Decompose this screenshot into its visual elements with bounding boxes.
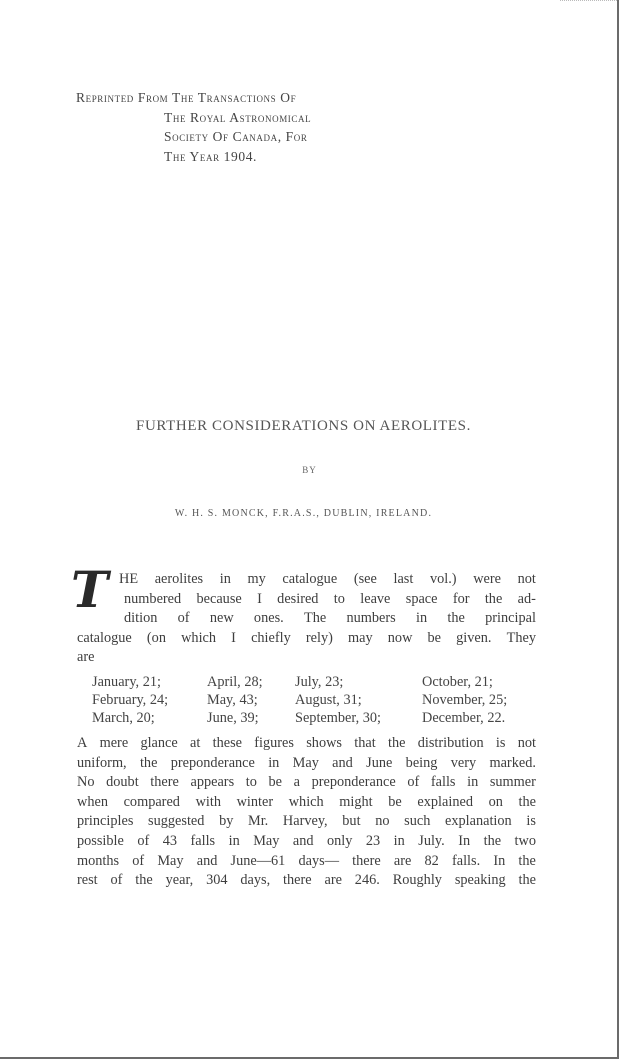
word: and (292, 832, 314, 849)
word: doubt (106, 774, 139, 791)
word: numbered (124, 590, 182, 607)
reprint-line: Reprinted From The Transactions Of (76, 90, 297, 105)
word: the (387, 735, 406, 751)
month-count: 43; (239, 692, 258, 708)
month-name: March, (92, 710, 137, 726)
word: may (348, 629, 373, 646)
word: ones. (253, 610, 284, 627)
word: HE (119, 571, 139, 587)
text-line (77, 812, 536, 832)
month-name: December, (422, 710, 488, 726)
word: the (518, 793, 536, 810)
word: I (257, 590, 262, 607)
month-cell (422, 709, 507, 727)
month-count: 21; (474, 674, 493, 690)
word: might (339, 793, 373, 810)
word: being (405, 754, 438, 771)
text-line (77, 570, 536, 590)
month-cell (295, 691, 422, 709)
text-line (77, 629, 536, 649)
word: May (253, 832, 280, 849)
word: Mr. (248, 813, 269, 830)
word: Harvey, (282, 813, 328, 830)
word: last (393, 571, 414, 587)
paragraph-analysis (77, 734, 536, 891)
month-row (92, 673, 507, 691)
text-line (77, 832, 536, 852)
word: desired (277, 590, 319, 607)
word: dition (124, 610, 158, 627)
word: no (375, 813, 390, 830)
word: in (467, 774, 479, 791)
paragraph-intro (71, 560, 536, 668)
word: the (135, 872, 153, 889)
month-count: 25; (488, 692, 508, 708)
word: and (196, 852, 218, 869)
drop-cap: T (71, 560, 109, 619)
word: (on (146, 629, 166, 646)
word: only (327, 832, 353, 849)
text-line (77, 590, 536, 610)
word: the (484, 590, 503, 607)
word: a (293, 774, 300, 791)
month-cell (422, 673, 507, 691)
word: A (77, 735, 88, 751)
word: in (219, 571, 231, 587)
word: there (283, 872, 312, 889)
word: Roughly (392, 872, 442, 889)
word: the (447, 610, 465, 627)
word: which (181, 629, 217, 646)
word: at (190, 735, 201, 751)
word: my (247, 571, 266, 587)
word: falls. (451, 852, 481, 869)
word: preponderance (170, 754, 255, 771)
month-name: July, (295, 674, 326, 690)
word: compared (123, 793, 180, 810)
word: by (219, 813, 234, 830)
month-name: June, (207, 710, 241, 726)
word: catalogue (77, 629, 132, 646)
author-line: W. H. S. MONCK, F.R.A.S., DUBLIN, IRELAND. (174, 508, 433, 519)
word: two (514, 832, 536, 849)
word: in (415, 610, 428, 627)
word: new (209, 610, 234, 627)
word: year, (165, 872, 194, 889)
word: be (268, 774, 282, 791)
word: May (157, 852, 184, 869)
text-line (77, 773, 536, 793)
word: shows (306, 735, 342, 751)
word: of (137, 832, 150, 849)
word: were (473, 571, 501, 587)
word: of (110, 872, 123, 889)
month-cell (92, 673, 207, 691)
word: June—61 (230, 852, 286, 869)
month-row (92, 709, 507, 727)
month-name: September, (295, 710, 363, 726)
word: 43 (162, 832, 178, 849)
word: 23 (365, 832, 381, 849)
month-cell (207, 709, 295, 727)
reprint-notice (76, 88, 311, 166)
word: vol.) (429, 571, 457, 587)
month-cell (207, 673, 295, 691)
word: and (332, 754, 353, 771)
month-count: 39; (240, 710, 259, 726)
word: leave (360, 590, 391, 607)
text-line: are (77, 649, 95, 666)
month-row (92, 691, 507, 709)
word: be (427, 629, 442, 646)
word: preponderance (311, 774, 396, 791)
word: of (407, 774, 420, 791)
word: days, (240, 872, 271, 889)
word: there (150, 774, 179, 791)
reprint-line: The Royal Astronomical (164, 109, 312, 125)
word: that (354, 735, 376, 751)
word: be (388, 793, 402, 810)
month-count: 30; (362, 710, 381, 726)
word: In (458, 832, 471, 849)
word: the (518, 852, 536, 869)
word: In (493, 852, 506, 869)
month-count: 31; (343, 692, 362, 708)
word: the (483, 832, 502, 849)
word: May (292, 754, 319, 771)
byline-prefix: BY (302, 465, 317, 475)
word: in (393, 832, 405, 849)
word: They (506, 629, 536, 646)
word: there (352, 852, 381, 869)
word: 82 (424, 852, 439, 869)
word: for (452, 590, 470, 607)
month-cell (92, 709, 207, 727)
word: speaking (454, 872, 506, 889)
month-name: April, (207, 674, 245, 690)
page-edge-dots (560, 0, 617, 2)
word: are (393, 852, 412, 869)
month-count: 23; (325, 674, 344, 690)
text-line (77, 871, 536, 891)
word: is (495, 735, 506, 751)
word: given. (456, 629, 492, 646)
word: No (77, 774, 95, 791)
word: mere (99, 735, 129, 751)
word: falls (430, 774, 456, 791)
month-count: 20; (136, 710, 155, 726)
word: when (77, 793, 108, 810)
word: now (387, 629, 413, 646)
word: (see (353, 571, 377, 587)
word: explained (417, 793, 473, 810)
word: glance (140, 735, 178, 751)
word: these (212, 735, 242, 751)
word: in (268, 754, 280, 771)
word: catalogue (282, 571, 338, 587)
monthly-counts-table (92, 673, 507, 727)
text-line (77, 734, 536, 754)
reprint-line: The Year 1904. (164, 148, 258, 164)
word: but (342, 813, 361, 830)
word: months (77, 852, 120, 869)
month-count: 21; (142, 674, 161, 690)
reprint-line: Society Of Canada, For (164, 129, 308, 144)
word: ad- (517, 590, 536, 607)
word: aerolites (154, 571, 204, 587)
word: June (366, 754, 393, 771)
word: of (132, 852, 145, 869)
word: uniform, (77, 754, 127, 771)
month-name: February, (92, 692, 150, 708)
word: principal (485, 610, 536, 627)
word: 246. (354, 872, 380, 889)
word: such (404, 813, 431, 830)
month-count: 22. (487, 710, 506, 726)
month-name: May, (207, 692, 240, 708)
word: figures (254, 735, 294, 751)
month-name: November, (422, 692, 489, 708)
month-count: 28; (244, 674, 263, 690)
word: numbers (346, 610, 396, 627)
month-cell (422, 691, 507, 709)
word: principles (77, 813, 134, 830)
text-line (77, 852, 536, 872)
word: The (303, 610, 327, 627)
word: explanation (445, 813, 512, 830)
month-cell (295, 709, 422, 727)
word: suggested (148, 813, 205, 830)
word: the (518, 872, 536, 889)
word: in (228, 832, 240, 849)
word: the (139, 754, 158, 771)
word: to (333, 590, 345, 607)
word: summer (489, 774, 536, 791)
month-name: October, (422, 674, 475, 690)
word: winter (236, 793, 274, 810)
word: not (517, 735, 536, 751)
month-count: 24; (149, 692, 169, 708)
article-title: FURTHER CONSIDERATIONS ON AEROLITES. (136, 418, 471, 434)
word: chiefly (251, 629, 291, 646)
word: distribution (417, 735, 484, 751)
text-line (77, 793, 536, 813)
word: marked. (489, 754, 536, 771)
text-line (77, 754, 536, 774)
word: space (405, 590, 438, 607)
word: appears (190, 774, 235, 791)
word: of (177, 610, 190, 627)
word: with (195, 793, 221, 810)
word: falls (190, 832, 216, 849)
word: not (517, 571, 536, 587)
word: because (196, 590, 242, 607)
word: rely) (305, 629, 333, 646)
month-cell (207, 691, 295, 709)
word: very (450, 754, 477, 771)
month-cell (295, 673, 422, 691)
word: which (288, 793, 324, 810)
word: rest (77, 872, 98, 889)
word: to (245, 774, 257, 791)
word: on (488, 793, 503, 810)
month-cell (92, 691, 207, 709)
word: days— (298, 852, 340, 869)
month-name: January, (92, 674, 143, 690)
word: are (324, 872, 342, 889)
month-name: August, (295, 692, 344, 708)
word: possible (77, 832, 124, 849)
word: 304 (206, 872, 228, 889)
word: I (231, 629, 236, 646)
word: is (526, 813, 536, 830)
word: July. (418, 832, 445, 849)
text-line (77, 609, 536, 629)
